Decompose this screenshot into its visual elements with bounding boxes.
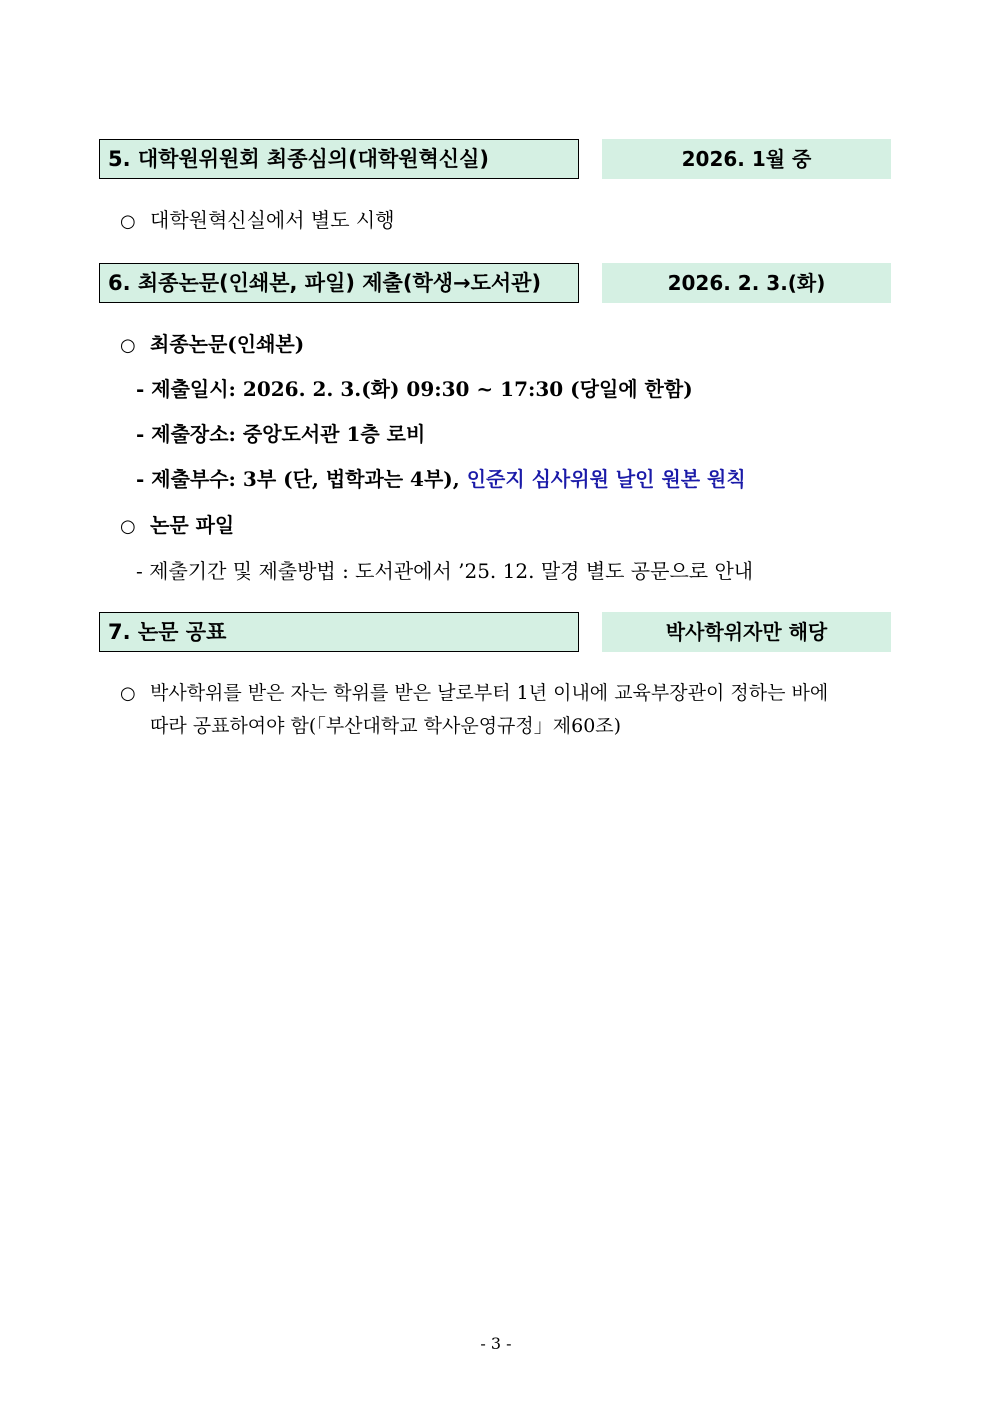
circle-bullet-icon: ○ [120,211,136,232]
section-6-subitem-4 [136,558,753,584]
section-5-item-1 [120,207,395,235]
item-text: 제출부수: 3부 (단, 법학과는 4부), [151,467,467,491]
circle-bullet-icon: ○ [120,335,136,356]
section-6-subitem-1 [136,376,693,402]
dash-icon: - [136,422,145,446]
section-7-item-1-cont [150,713,621,739]
section-6-date: 2026. 2. 3.(화) [602,263,891,303]
section-6-title: 6. 최종논문(인쇄본, 파일) 제출(학생→도서관) [99,263,579,303]
section-7-item-1 [120,680,828,707]
section-6-subitem-2 [136,421,425,447]
section-7-title: 7. 논문 공표 [99,612,579,652]
section-6-subitem-3 [136,466,746,492]
item-text: 제출기간 및 제출방법 : 도서관에서 ’25. 12. 말경 별도 공문으로 안내 [149,559,754,583]
section-5-header [99,139,891,179]
dash-icon: - [136,559,143,583]
circle-bullet-icon: ○ [120,516,136,537]
section-5-date: 2026. 1월 중 [602,139,891,179]
section-6-item-2 [120,512,234,540]
circle-bullet-icon: ○ [120,683,136,704]
page-number: - 3 - [480,1334,512,1353]
item-text: 제출일시: 2026. 2. 3.(화) 09:30 ~ 17:30 (당일에 한함) [151,377,693,401]
item-text-line-1: 박사학위를 받은 자는 학위를 받은 날로부터 1년 이내에 교육부장관이 정하는 바에 [150,682,829,704]
section-6-header [99,263,891,303]
dash-icon: - [136,377,145,401]
highlight-text: 인준지 심사위원 날인 원본 원칙 [466,467,746,491]
dash-icon: - [136,467,145,491]
item-text: 대학원혁신실에서 별도 시행 [150,208,395,232]
section-5-title: 5. 대학원위원회 최종심의(대학원혁신실) [99,139,579,179]
section-6-item-1 [120,331,304,359]
item-text: 제출장소: 중앙도서관 1층 로비 [151,422,426,446]
item-text: 최종논문(인쇄본) [150,332,305,356]
item-text-line-2: 따라 공표하여야 함(「부산대학교 학사운영규정」제60조) [150,715,622,737]
item-text: 논문 파일 [150,513,235,537]
section-7-date: 박사학위자만 해당 [602,612,891,652]
section-7-header [99,612,891,652]
